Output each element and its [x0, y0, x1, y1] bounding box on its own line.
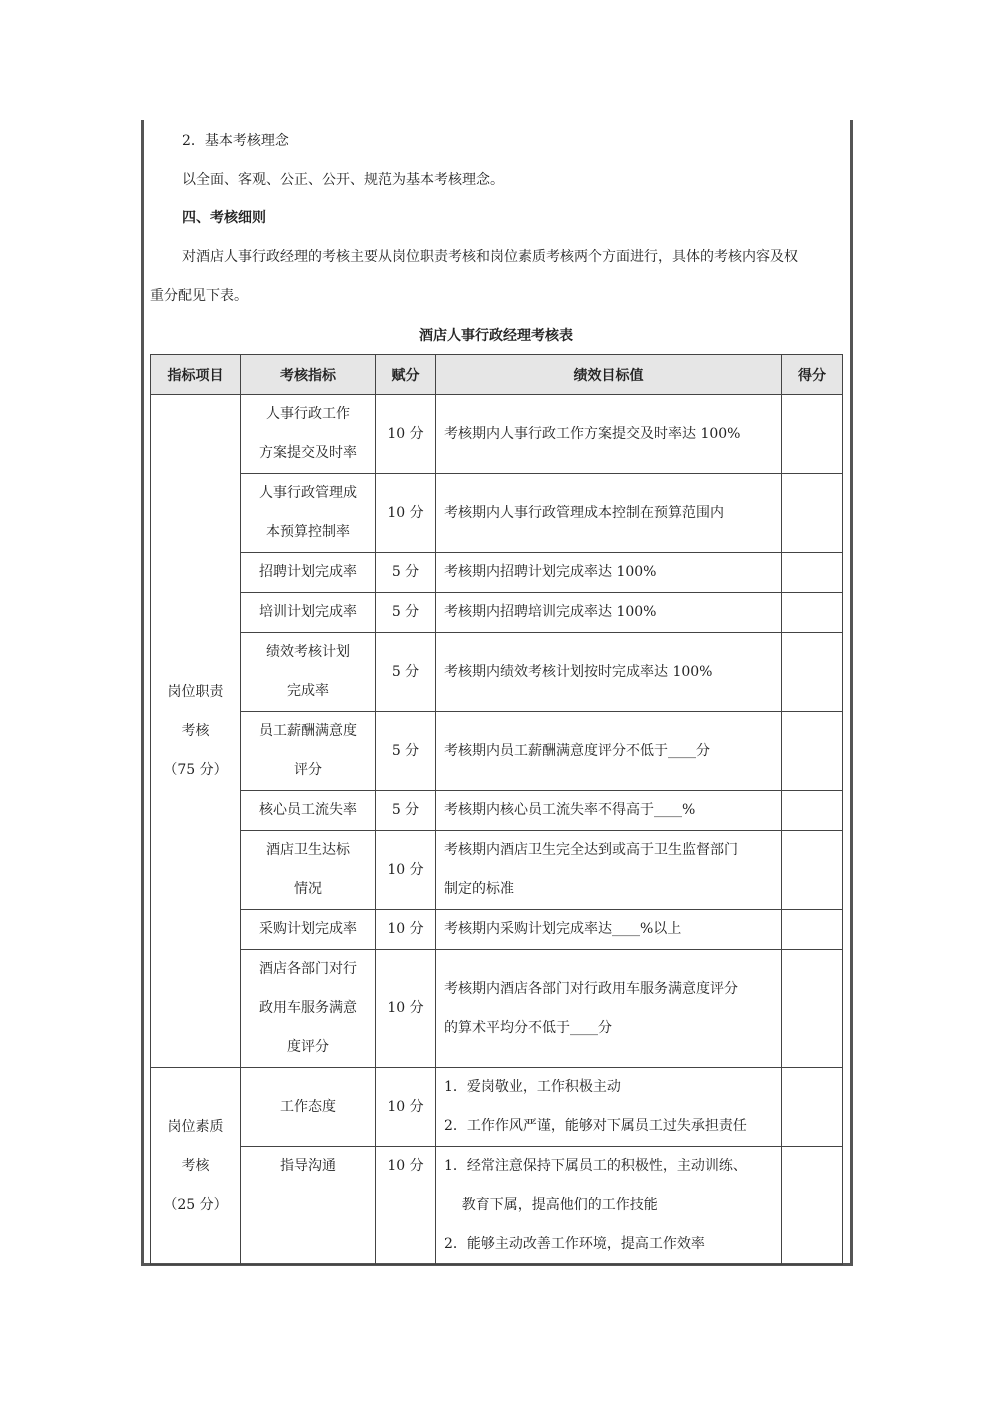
table-header-row	[151, 355, 843, 395]
indicator-cell	[241, 950, 376, 1068]
target-text: 2．能够主动改善工作环境，提高工作效率	[444, 1236, 705, 1252]
table-row	[151, 1147, 843, 1265]
indicator-cell: 培训计划完成率	[241, 593, 376, 633]
indicator-text: 员工薪酬满意度	[259, 723, 357, 739]
indicator-text: 酒店各部门对行	[259, 961, 357, 977]
page-frame-right	[850, 120, 853, 1266]
score-cell: 10 分	[376, 1068, 436, 1147]
indicator-text: 人事行政工作	[266, 406, 350, 422]
indicator-text: 情况	[294, 881, 322, 897]
target-cell: 考核期内招聘计划完成率达 100%	[436, 553, 782, 593]
section-subheading: 2．基本考核理念	[182, 133, 289, 149]
group-label: 考核	[181, 1157, 210, 1174]
table-row	[151, 1068, 843, 1147]
result-cell[interactable]	[782, 712, 843, 791]
table-row	[151, 553, 843, 593]
table-row	[151, 593, 843, 633]
indicator-cell	[241, 831, 376, 910]
indicator-cell	[241, 633, 376, 712]
result-cell[interactable]	[782, 1068, 843, 1147]
table-row	[151, 950, 843, 1068]
indicator-cell: 工作态度	[241, 1068, 376, 1147]
table-title: 酒店人事行政经理考核表	[419, 328, 573, 344]
header-cell: 赋分	[376, 355, 436, 395]
target-cell: 考核期内员工薪酬满意度评分不低于____分	[436, 712, 782, 791]
indicator-cell: 指导沟通	[241, 1147, 376, 1265]
indicator-cell	[241, 712, 376, 791]
target-cell: 考核期内采购计划完成率达____%以上	[436, 910, 782, 950]
indicator-text: 人事行政管理成	[259, 485, 357, 501]
result-cell[interactable]	[782, 395, 843, 474]
indicator-text: 方案提交及时率	[259, 445, 357, 461]
indicator-cell	[241, 474, 376, 553]
target-text: 考核期内酒店各部门对行政用车服务满意度评分	[444, 980, 738, 997]
result-cell[interactable]	[782, 633, 843, 712]
target-cell	[436, 1068, 782, 1147]
target-cell	[436, 831, 782, 910]
target-cell: 考核期内招聘培训完成率达 100%	[436, 593, 782, 633]
score-cell: 10 分	[376, 910, 436, 950]
header-cell: 得分	[782, 355, 843, 395]
group-label: 岗位职责	[167, 683, 224, 700]
table-row	[151, 474, 843, 553]
score-cell: 5 分	[376, 593, 436, 633]
header-cell: 绩效目标值	[436, 355, 782, 395]
result-cell[interactable]	[782, 910, 843, 950]
target-text: 教育下属，提高他们的工作技能	[444, 1197, 658, 1213]
assessment-table	[150, 354, 843, 1265]
result-cell[interactable]	[782, 1147, 843, 1265]
target-cell: 考核期内人事行政管理成本控制在预算范围内	[436, 474, 782, 553]
target-text: 考核期内酒店卫生完全达到或高于卫生监督部门	[444, 842, 738, 858]
table-row	[151, 395, 843, 474]
body-paragraph-continuation: 重分配见下表。	[150, 288, 248, 304]
indicator-cell: 核心员工流失率	[241, 791, 376, 831]
indicator-text: 酒店卫生达标	[266, 842, 350, 858]
result-cell[interactable]	[782, 831, 843, 910]
score-cell: 5 分	[376, 633, 436, 712]
header-cell: 指标项目	[151, 355, 241, 395]
page-frame-left	[141, 120, 144, 1266]
indicator-text: 度评分	[287, 1039, 329, 1055]
group-label: 考核	[181, 722, 210, 739]
indicator-text: 本预算控制率	[266, 524, 350, 540]
target-cell	[436, 1147, 782, 1265]
table-row	[151, 910, 843, 950]
target-text: 2．工作作风严谨，能够对下属员工过失承担责任	[444, 1118, 747, 1134]
group-label: 岗位素质	[167, 1118, 224, 1135]
group-cell-duty	[151, 395, 241, 1068]
body-paragraph: 对酒店人事行政经理的考核主要从岗位职责考核和岗位素质考核两个方面进行，具体的考核内容及权	[182, 249, 798, 265]
result-cell[interactable]	[782, 791, 843, 831]
target-text: 1．经常注意保持下属员工的积极性，主动训练、	[444, 1158, 747, 1174]
indicator-text: 完成率	[287, 683, 329, 699]
group-weight: （75 分）	[163, 761, 228, 778]
result-cell[interactable]	[782, 553, 843, 593]
table-row	[151, 791, 843, 831]
indicator-text: 评分	[294, 762, 322, 778]
target-cell: 考核期内核心员工流失率不得高于____%	[436, 791, 782, 831]
target-text: 制定的标准	[444, 881, 514, 897]
section-heading: 四、考核细则	[182, 210, 266, 226]
score-cell: 10 分	[376, 474, 436, 553]
table-row	[151, 633, 843, 712]
target-text: 1．爱岗敬业，工作积极主动	[444, 1079, 621, 1095]
indicator-cell	[241, 395, 376, 474]
target-cell: 考核期内人事行政工作方案提交及时率达 100%	[436, 395, 782, 474]
indicator-cell: 招聘计划完成率	[241, 553, 376, 593]
table-row	[151, 712, 843, 791]
target-cell: 考核期内绩效考核计划按时完成率达 100%	[436, 633, 782, 712]
score-cell: 10 分	[376, 950, 436, 1068]
body-paragraph: 以全面、客观、公正、公开、规范为基本考核理念。	[182, 172, 504, 188]
result-cell[interactable]	[782, 950, 843, 1068]
score-cell: 10 分	[376, 831, 436, 910]
group-weight: （25 分）	[163, 1196, 228, 1213]
indicator-text: 政用车服务满意	[259, 1000, 357, 1016]
result-cell[interactable]	[782, 474, 843, 553]
score-cell: 10 分	[376, 395, 436, 474]
score-cell: 5 分	[376, 791, 436, 831]
target-text: 的算术平均分不低于____分	[444, 1019, 612, 1036]
target-cell	[436, 950, 782, 1068]
score-cell: 10 分	[376, 1147, 436, 1265]
indicator-cell: 采购计划完成率	[241, 910, 376, 950]
score-cell: 5 分	[376, 553, 436, 593]
score-cell: 5 分	[376, 712, 436, 791]
group-cell-quality	[151, 1068, 241, 1265]
result-cell[interactable]	[782, 593, 843, 633]
table-row	[151, 831, 843, 910]
indicator-text: 绩效考核计划	[266, 644, 350, 660]
header-cell: 考核指标	[241, 355, 376, 395]
